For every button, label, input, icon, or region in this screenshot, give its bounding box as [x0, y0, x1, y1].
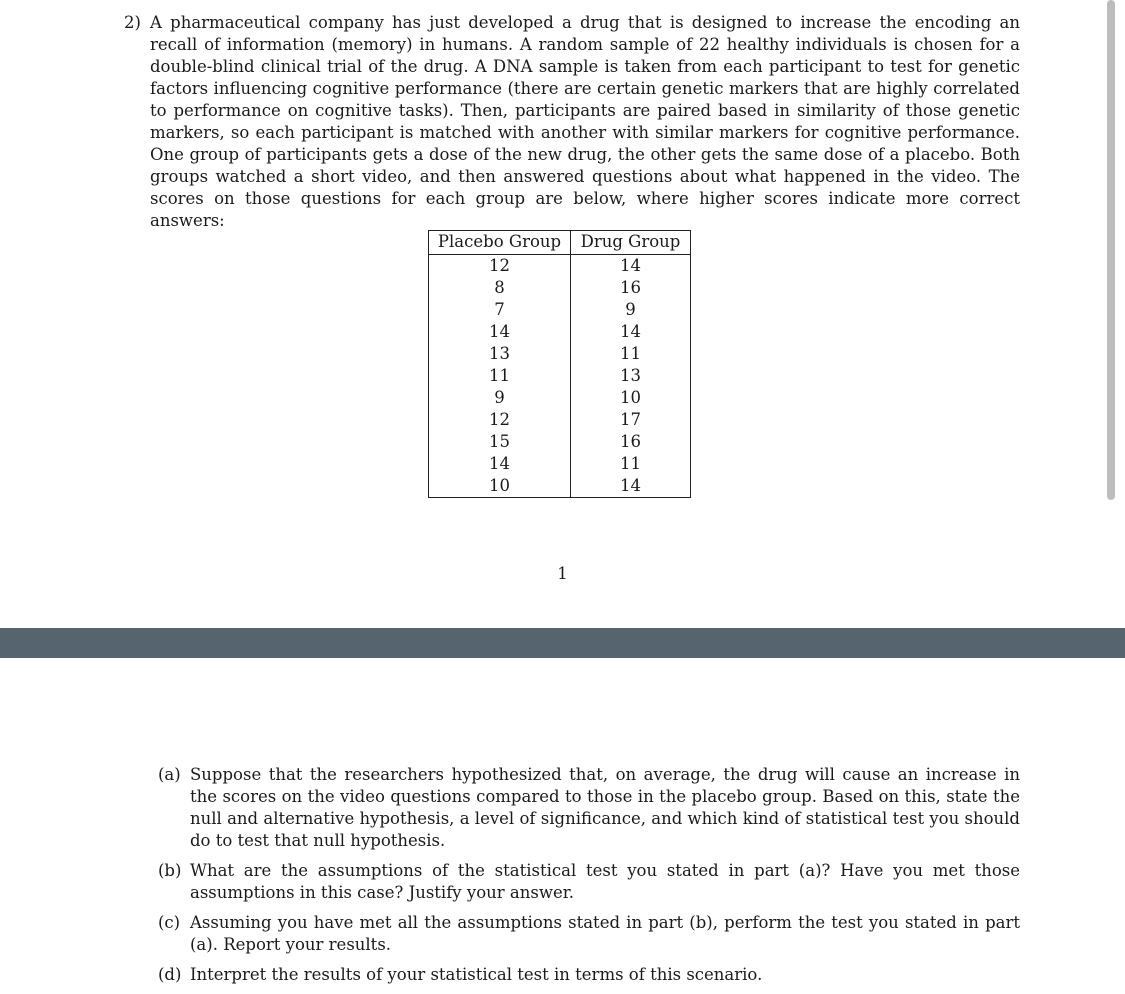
question-parts: [158, 764, 1020, 994]
part-text: What are the assumptions of the statistical test you stated in part (a)? Have you met those assumptions in this case? Justify your answer.: [190, 861, 1020, 902]
placebo-score-cell: 7: [429, 299, 571, 321]
scores-table: [428, 230, 691, 498]
placebo-score-cell: 14: [429, 453, 571, 475]
drug-score-cell: 14: [620, 256, 641, 275]
placebo-score-cell: 13: [429, 343, 571, 365]
drug-score-cell: 17: [620, 410, 641, 429]
part-a: [158, 764, 1020, 852]
page-divider: [0, 628, 1125, 658]
part-label: (d): [158, 965, 182, 984]
table-row: [429, 255, 691, 278]
header-placebo-group: Placebo Group: [429, 231, 571, 255]
table-row: [429, 277, 691, 299]
page-number: 1: [557, 564, 568, 583]
table-row: [429, 409, 691, 431]
scrollbar-thumb[interactable]: [1107, 0, 1115, 500]
part-text: Interpret the results of your statistical test in terms of this scenario.: [190, 965, 763, 984]
question-2: [124, 12, 1020, 232]
placebo-score-cell: 9: [429, 387, 571, 409]
drug-score-cell: 11: [620, 454, 641, 473]
part-label: (a): [158, 765, 181, 784]
placebo-score-cell: 14: [429, 321, 571, 343]
table-row: [429, 299, 691, 321]
question-number: 2): [124, 13, 141, 32]
part-d: [158, 964, 1020, 986]
part-c: [158, 912, 1020, 956]
drug-score-cell: 14: [620, 476, 641, 495]
part-label: (b): [158, 861, 182, 880]
placebo-score-cell: 10: [429, 475, 571, 498]
table-row: [429, 431, 691, 453]
placebo-score-cell: 12: [429, 255, 571, 278]
table-row: [429, 453, 691, 475]
placebo-score-cell: 12: [429, 409, 571, 431]
placebo-score-cell: 8: [429, 277, 571, 299]
placebo-score-cell: 11: [429, 365, 571, 387]
part-label: (c): [158, 913, 181, 932]
table-header-row: [429, 231, 691, 255]
drug-score-cell: 11: [620, 344, 641, 363]
part-b: [158, 860, 1020, 904]
drug-score-cell: 10: [620, 388, 641, 407]
part-text: Suppose that the researchers hypothesized that, on average, the drug will cause an increase in the scores on the video questions compared to those in the placebo group. Based on this, state the null and alternative hypothesis, a level of significance, and which kind of statistical test you should do to test that null hypothesis.: [190, 765, 1020, 850]
drug-score-cell: 9: [625, 300, 636, 319]
drug-score-cell: 16: [620, 432, 641, 451]
placebo-score-cell: 15: [429, 431, 571, 453]
table-row: [429, 365, 691, 387]
table-body: [429, 255, 691, 498]
table-row: [429, 343, 691, 365]
table-row: [429, 387, 691, 409]
header-drug-group: Drug Group: [571, 231, 691, 255]
table-row: [429, 321, 691, 343]
drug-score-cell: 14: [620, 322, 641, 341]
table-row: [429, 475, 691, 498]
drug-score-cell: 13: [620, 366, 641, 385]
part-text: Assuming you have met all the assumptions stated in part (b), perform the test you stated in part (a). Report your results.: [190, 913, 1020, 954]
drug-score-cell: 16: [620, 278, 641, 297]
question-text: A pharmaceutical company has just developed a drug that is designed to increase the encoding an recall of information (memory) in humans. A random sample of 22 healthy individuals is chosen for a double-blind clinical trial of the drug. A DNA sample is taken from each participant to test for genetic factors influencing cognitive performance (there are certain genetic markers that are highly correlated to performance on cognitive tasks). Then, participants are paired based in similarity of those genetic markers, so each participant is matched with another with similar markers for cognitive performance. One group of participants gets a dose of the new drug, the other gets the same dose of a placebo. Both groups watched a short video, and then answered questions about what happened in the video. The scores on those questions for each group are below, where higher scores indicate more correct answers:: [150, 13, 1020, 230]
